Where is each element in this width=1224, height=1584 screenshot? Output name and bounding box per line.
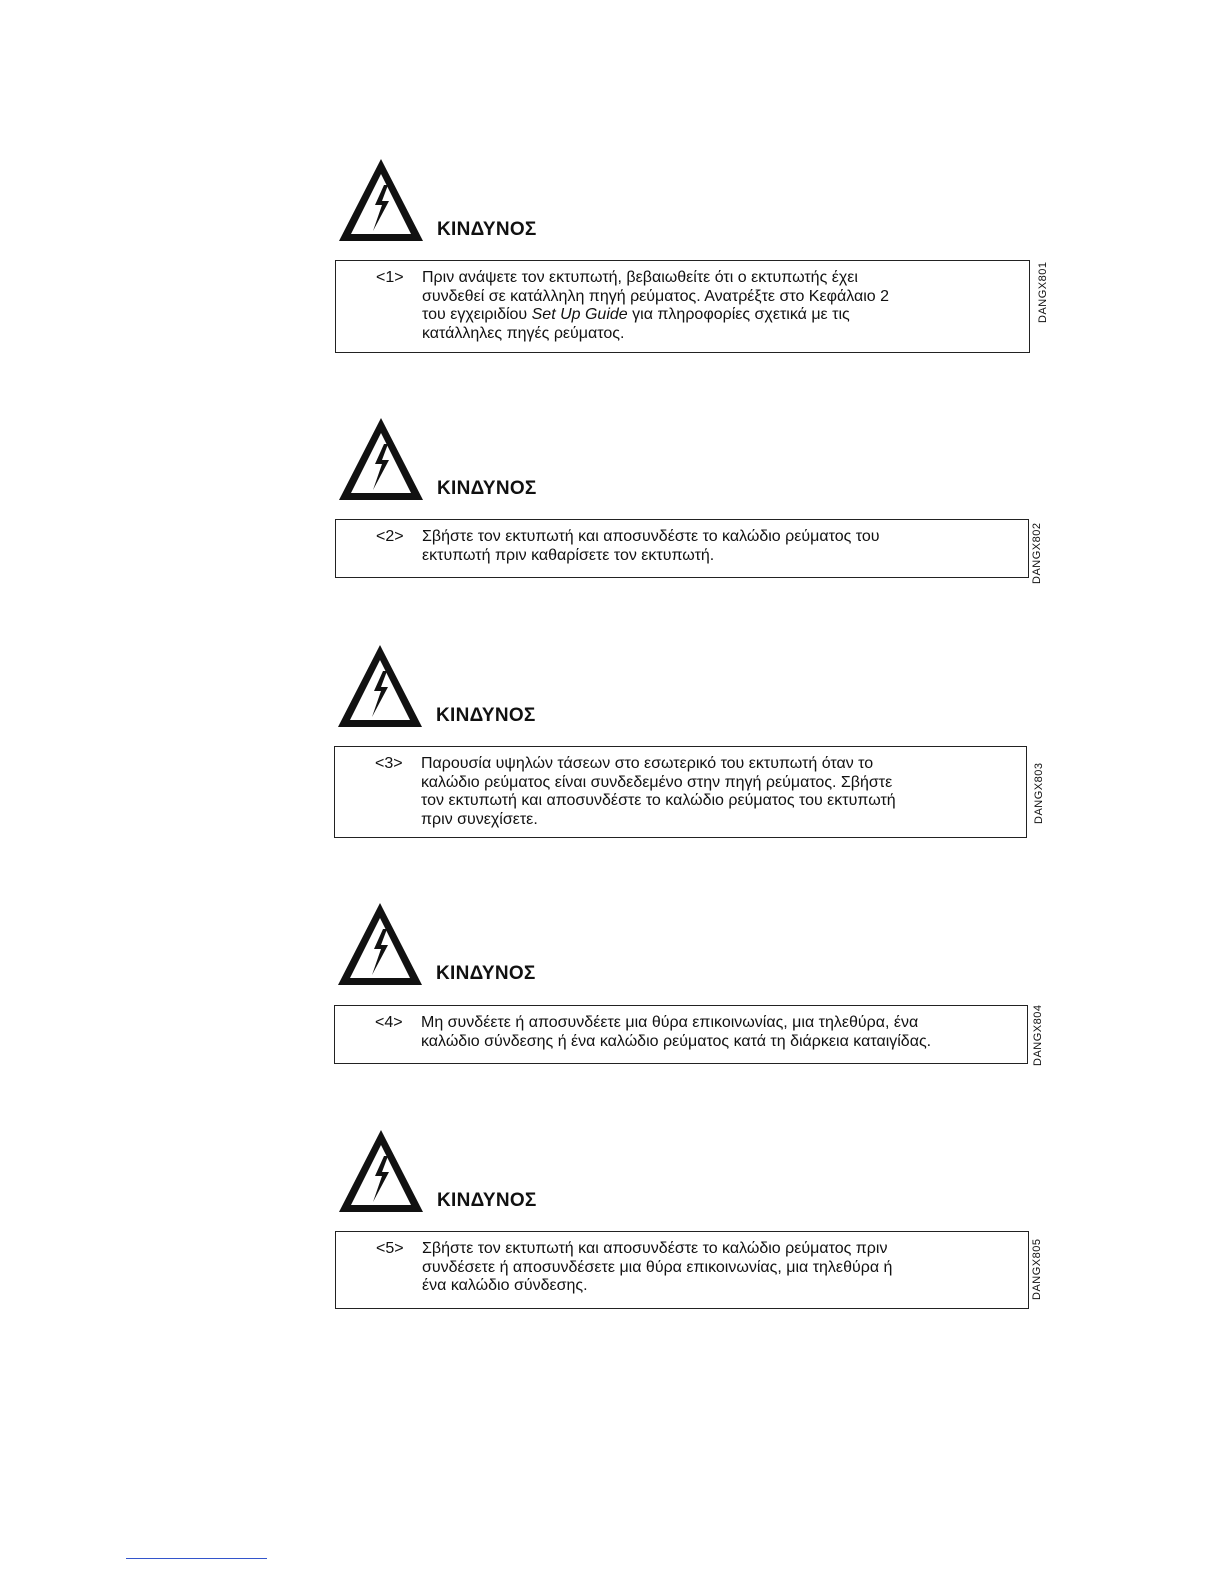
notice-box: [335, 1231, 1029, 1309]
notice-box: [334, 746, 1027, 838]
danger-notice-2: [335, 414, 1043, 589]
electrical-hazard-icon: [335, 414, 427, 504]
notice-text-part: για πληροφορίες σχετικά με τις κατάλληλες πηγές ρεύματος.: [422, 306, 850, 342]
electrical-hazard-icon: [335, 155, 427, 245]
danger-notice-3: [334, 641, 1045, 841]
danger-heading: ΚΙΝΔΥΝΟΣ: [437, 1190, 537, 1211]
danger-heading: ΚΙΝΔΥΝΟΣ: [437, 478, 537, 499]
notice-number: <1>: [376, 269, 404, 286]
notice-code: DANGX804: [1032, 1004, 1044, 1066]
notice-number: <4>: [375, 1014, 403, 1031]
notice-text: Μη συνδέετε ή αποσυνδέετε μια θύρα επικοινωνίας, μια τηλεθύρα, ένα καλώδιο σύνδεσης ή ένα καλώδιο ρεύματος κατά τη διάρκεια καταιγίδας.: [421, 1014, 932, 1050]
electrical-hazard-icon: [334, 641, 426, 731]
notice-box: [335, 519, 1029, 578]
notice-number: <2>: [376, 528, 404, 545]
electrical-hazard-icon: [335, 1126, 427, 1216]
danger-heading: ΚΙΝΔΥΝΟΣ: [436, 705, 536, 726]
notice-text: Σβήστε τον εκτυπωτή και αποσυνδέστε το καλώδιο ρεύματος του εκτυπωτή πριν καθαρίσετε τον εκτυπωτή.: [422, 528, 880, 564]
footer-rule: [126, 1558, 267, 1559]
notice-code: DANGX805: [1031, 1238, 1043, 1300]
notice-box: [335, 260, 1030, 353]
guide-title: Set Up Guide: [531, 306, 628, 323]
danger-heading: ΚΙΝΔΥΝΟΣ: [437, 219, 537, 240]
danger-heading: ΚΙΝΔΥΝΟΣ: [436, 963, 536, 984]
notice-text: Παρουσία υψηλών τάσεων στο εσωτερικό του εκτυπωτή όταν το καλώδιο ρεύματος είναι συνδεδεμένο στην πηγή ρεύματος. Σβήστε τον εκτυπωτή και αποσυνδέστε το καλώδιο ρεύματος του εκτυπωτή πριν συνεχίσετε.: [421, 755, 896, 828]
notice-number: <5>: [376, 1240, 404, 1257]
danger-notice-5: [335, 1126, 1043, 1316]
notice-box: [334, 1005, 1028, 1064]
notice-text: Σβήστε τον εκτυπωτή και αποσυνδέστε το καλώδιο ρεύματος πριν συνδέσετε ή αποσυνδέσετε μια θύρα επικοινωνίας, μια τηλεθύρα ή ένα καλώδιο σύνδεσης.: [422, 1240, 893, 1294]
danger-notice-1: [335, 155, 1049, 355]
danger-notice-4: [334, 899, 1044, 1074]
notice-code: DANGX801: [1037, 261, 1049, 323]
electrical-hazard-icon: [334, 899, 426, 989]
notice-text: [422, 269, 889, 343]
notice-code: DANGX802: [1031, 522, 1043, 584]
notice-number: <3>: [375, 755, 403, 772]
notice-text-part: Πριν ανάψετε τον εκτυπωτή, βεβαιωθείτε ότι ο εκτυπωτής έχει συνδεθεί σε κατάλληλη πηγή ρεύματος. Ανατρέξτε στο Κεφάλαιο 2 του εγχειριδίου: [422, 269, 890, 323]
notice-code: DANGX803: [1033, 762, 1045, 824]
